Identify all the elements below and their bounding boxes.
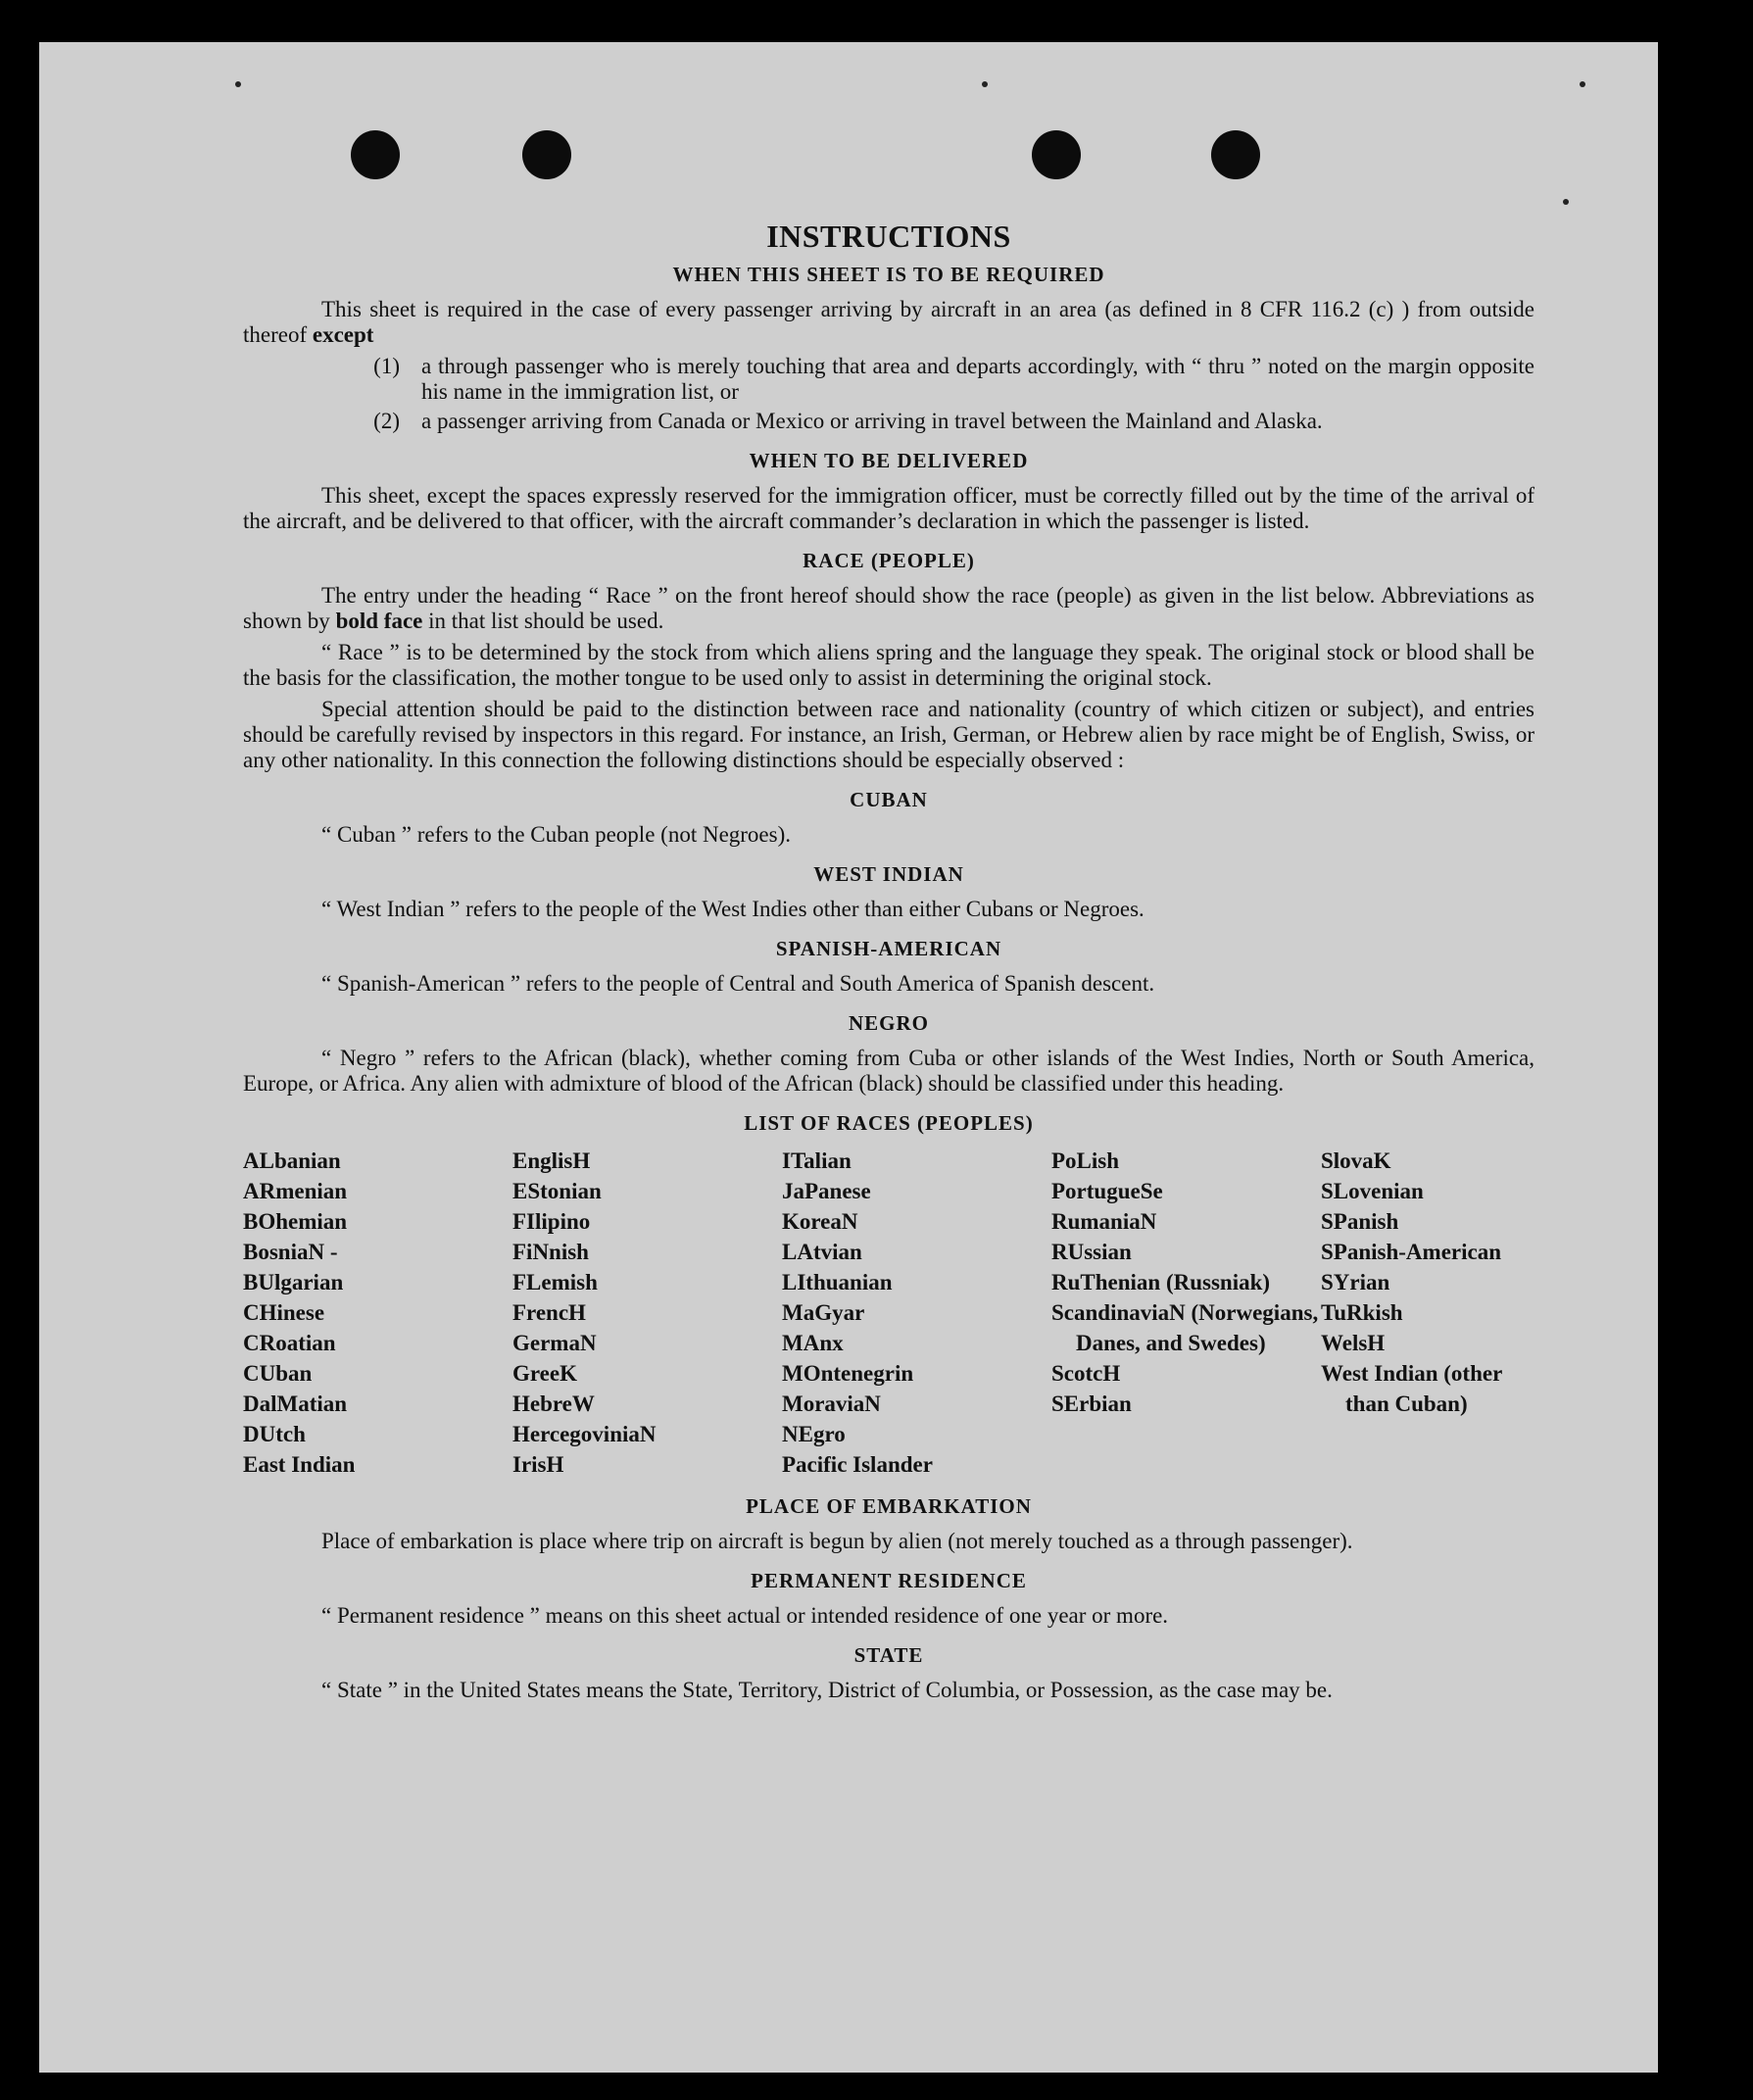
race-paragraph-3: Special attention should be paid to the distinction between race and nationality (country of which citizen or subject), and entries should be carefully revised by inspectors in this regard. For instance, an Irish, German, or Hebrew alien by race might be of English, Swiss, or any other nationality. In this connection the following distinctions should be especially observed : — [243, 697, 1534, 772]
race-entry: FIlipino — [512, 1209, 591, 1234]
race-entry: SPanish — [1321, 1209, 1399, 1234]
punch-hole — [522, 130, 571, 179]
races-column — [1321, 1146, 1534, 1480]
race-entry: MoraviaN — [782, 1392, 881, 1416]
races-column — [243, 1146, 512, 1480]
race-entry: MaGyar — [782, 1300, 865, 1325]
race-entry: EnglisH — [512, 1148, 591, 1173]
race-entry: WelsH — [1321, 1331, 1386, 1355]
race-entry: SYrian — [1321, 1270, 1390, 1294]
race-entry: GermaN — [512, 1331, 597, 1355]
exceptions-list — [243, 354, 1534, 434]
race-entry: LAtvian — [782, 1240, 862, 1264]
document-sheet — [39, 42, 1658, 2073]
race-entry: KoreaN — [782, 1209, 858, 1234]
embarkation-text: Place of embarkation is place where trip on aircraft is begun by alien (not merely touched as a through passenger). — [321, 1529, 1353, 1553]
race-entry: GreeK — [512, 1361, 577, 1386]
west-indian-text: “ West Indian ” refers to the people of the West Indies other than either Cubans or Negroes. — [321, 897, 1144, 921]
exception-text: a through passenger who is merely touching that area and departs accordingly, with “ thru ” noted on the margin opposite his name in the immigration list, or — [421, 354, 1534, 404]
cuban-text: “ Cuban ” refers to the Cuban people (not Negroes). — [321, 822, 792, 847]
exception-text: a passenger arriving from Canada or Mexico or arriving in travel between the Mainland and Alaska. — [421, 409, 1323, 433]
race-entry: PoLish — [1051, 1148, 1120, 1173]
punch-hole — [1211, 130, 1260, 179]
race-entry: East Indian — [243, 1452, 356, 1477]
speck — [235, 81, 241, 87]
race-entry: DalMatian — [243, 1392, 348, 1416]
race-entry: EStonian — [512, 1179, 602, 1203]
race-entry: RUssian — [1051, 1240, 1132, 1264]
instructions-content — [243, 217, 1534, 1709]
exception-number: (2) — [373, 409, 400, 433]
race-entry: MOntenegrin — [782, 1361, 914, 1386]
exception-item — [243, 354, 1534, 405]
race-entry: BosniaN - — [243, 1240, 338, 1264]
races-list — [243, 1146, 1534, 1480]
race-entry: ARmenian — [243, 1179, 348, 1203]
when-required-intro: This sheet is required in the case of every passenger arriving by aircraft in an area (as defined in 8 CFR 116.2 (c) ) from outside thereof except — [243, 297, 1534, 347]
race-entry: HercegoviniaN — [512, 1422, 657, 1446]
races-column — [512, 1146, 782, 1480]
race-entry: SlovaK — [1321, 1148, 1391, 1173]
race-entry: NEgro — [782, 1422, 846, 1446]
race-entry: CHinese — [243, 1300, 325, 1325]
race-entry: ScandinaviaN (Norwegians, Danes, and Swedes) — [1051, 1300, 1319, 1355]
race-paragraph-1: The entry under the heading “ Race ” on the front hereof should show the race (people) as given in the list below. Abbreviations as shown by bold face in that list should be used. — [243, 583, 1534, 633]
race-entry: ITalian — [782, 1148, 852, 1173]
race-entry: RuThenian (Russniak) — [1051, 1270, 1271, 1294]
section-heading-list-of-races: LIST OF RACES (PEOPLES) — [744, 1111, 1034, 1135]
race-entry: RumaniaN — [1051, 1209, 1157, 1234]
races-column — [782, 1146, 1051, 1480]
race-entry: IrisH — [512, 1452, 564, 1477]
negro-text: “ Negro ” refers to the African (black), whether coming from Cuba or other islands of the West Indies, North or South America, Europe, or Africa. Any alien with admixture of blood of the African (black) should be classified under this heading. — [243, 1046, 1534, 1096]
race-entry: FLemish — [512, 1270, 598, 1294]
race-entry: FiNnish — [512, 1240, 589, 1264]
section-heading-residence: PERMANENT RESIDENCE — [751, 1569, 1027, 1592]
race-entry: PortugueSe — [1051, 1179, 1163, 1203]
race-entry: JaPanese — [782, 1179, 871, 1203]
exception-item — [243, 409, 1534, 434]
race-entry: West Indian (other than Cuban) — [1321, 1361, 1502, 1416]
race-entry: SErbian — [1051, 1392, 1132, 1416]
section-heading-spanish-american: SPANISH-AMERICAN — [775, 937, 1002, 960]
race-entry: CUban — [243, 1361, 313, 1386]
punch-hole — [1032, 130, 1081, 179]
race-entry: HebreW — [512, 1392, 595, 1416]
race-entry: TuRkish — [1321, 1300, 1403, 1325]
speck — [982, 81, 988, 87]
race-entry: BUlgarian — [243, 1270, 344, 1294]
race-entry: BOhemian — [243, 1209, 348, 1234]
race-entry: ALbanian — [243, 1148, 341, 1173]
race-entry: Pacific Islander — [782, 1452, 933, 1477]
section-heading-cuban: CUBAN — [850, 788, 928, 811]
race-entry: LIthuanian — [782, 1270, 893, 1294]
exception-number: (1) — [373, 354, 400, 378]
races-column — [1051, 1146, 1321, 1480]
section-heading-race: RACE (PEOPLE) — [803, 549, 975, 572]
race-entry: DUtch — [243, 1422, 306, 1446]
section-heading-west-indian: WEST INDIAN — [813, 862, 964, 886]
section-heading-embarkation: PLACE OF EMBARKATION — [746, 1494, 1032, 1518]
speck — [1580, 81, 1585, 87]
race-entry: MAnx — [782, 1331, 844, 1355]
race-paragraph-2: “ Race ” is to be determined by the stock from which aliens spring and the language they speak. The original stock or blood shall be the basis for the classification, the mother tongue to be used only to assist in determining the original stock. — [243, 640, 1534, 690]
spanish-american-text: “ Spanish-American ” refers to the people of Central and South America of Spanish descent. — [321, 971, 1155, 996]
page-title: INSTRUCTIONS — [766, 219, 1011, 254]
race-entry: SLovenian — [1321, 1179, 1424, 1203]
speck — [1563, 199, 1569, 205]
section-heading-state: STATE — [853, 1643, 924, 1667]
punch-hole — [351, 130, 400, 179]
section-heading-when-delivered: WHEN TO BE DELIVERED — [749, 449, 1029, 472]
when-delivered-text: This sheet, except the spaces expressly reserved for the immigration officer, must be correctly filled out by the time of the arrival of the aircraft, and be delivered to that officer, with the aircraft commander’s declaration in which the passenger is listed. — [243, 483, 1534, 533]
race-entry: FrencH — [512, 1300, 586, 1325]
race-entry: SPanish-American — [1321, 1240, 1501, 1264]
section-heading-negro: NEGRO — [848, 1011, 929, 1035]
state-text: “ State ” in the United States means the State, Territory, District of Columbia, or Possession, as the case may be. — [321, 1678, 1333, 1702]
residence-text: “ Permanent residence ” means on this sheet actual or intended residence of one year or more. — [321, 1603, 1169, 1628]
race-entry: CRoatian — [243, 1331, 336, 1355]
section-heading-when-required: WHEN THIS SHEET IS TO BE REQUIRED — [672, 263, 1105, 286]
race-entry: ScotcH — [1051, 1361, 1121, 1386]
